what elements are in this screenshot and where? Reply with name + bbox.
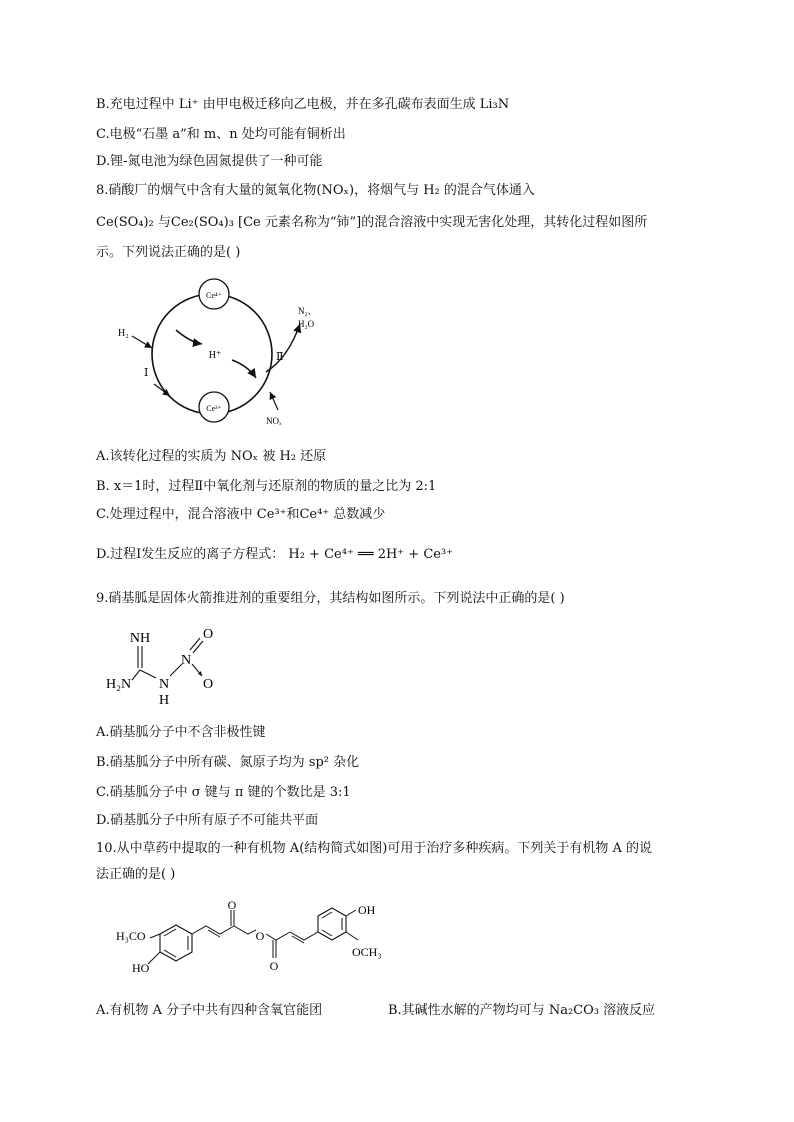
q7-option-d: D.锂-氮电池为绿色固氮提供了一种可能 <box>96 154 323 169</box>
methoxy-right: OCH₃ <box>352 945 382 959</box>
q8-stem-line2: Ce(SO₄)₂ 与Ce₂(SO₄)₃ [Ce 元素名称为“铈”]的混合溶液中实现无害化处理，其转化过程如图所 <box>96 215 648 230</box>
q10-option-b: B.其碱性水解的产物均可与 Na₂CO₃ 溶液反应 <box>388 1003 656 1018</box>
q8-option-a: A.该转化过程的实质为 NOₓ 被 H₂ 还原 <box>96 449 327 464</box>
nh-h: H <box>158 693 170 708</box>
product-line1: N₂、 <box>298 306 317 316</box>
product-line2: H₂O <box>298 319 315 329</box>
q9-option-c: C.硝基胍分子中 σ 键与 π 键的个数比是 3:1 <box>96 785 351 800</box>
q9-option-d: D.硝基胍分子中所有原子不可能共平面 <box>96 813 319 828</box>
q10-stem-line1: 10.从中草药中提取的一种有机物 A(结构简式如图)可用于治疗多种疾病。下列关于有机物 A 的说 <box>96 841 652 856</box>
nitro-n: N <box>180 653 192 668</box>
q8-option-b: B. x＝1时，过程Ⅱ中氧化剂与还原剂的物质的量之比为 2:1 <box>96 479 437 494</box>
ce4-label: Ce⁴⁺ <box>206 291 222 300</box>
ester-carbonyl-o: O <box>269 959 279 973</box>
amine-h2n: H₂N <box>106 677 132 692</box>
h2-input-arrow <box>132 336 152 348</box>
q9-stem: 9.硝基胍是固体火箭推进剂的重要组分，其结构如图所示。下列说法中正确的是( ) <box>96 591 565 606</box>
ester-o: O <box>255 929 265 943</box>
ketone-o: O <box>227 900 237 912</box>
q8-stem-line3: 示。下列说法正确的是( ) <box>96 245 241 260</box>
process-1-label: Ⅰ <box>144 367 149 379</box>
imine-nh: NH <box>129 631 151 646</box>
nitroguanidine-structure <box>100 618 240 710</box>
q7-option-b: B.充电过程中 Li⁺ 由甲电极迁移向乙电极，并在多孔碳布表面生成 Li₃N <box>96 97 510 112</box>
hydroxy-left: HO <box>132 961 150 975</box>
oxygen-top: O <box>202 627 214 642</box>
q9-option-b: B.硝基胍分子中所有碳、氮原子均为 sp² 杂化 <box>96 755 360 770</box>
cycle-diagram <box>110 276 340 436</box>
oxygen-right: O <box>202 677 214 692</box>
center-h-plus: H⁺ <box>208 350 222 361</box>
hydroxy-right: OH <box>358 903 376 917</box>
q7-option-c: C.电极“石墨 a”和 m、n 处均可能有铜析出 <box>96 127 346 142</box>
methoxy-left: H₃CO <box>116 929 146 943</box>
q8-stem-line1: 8.硝酸厂的烟气中含有大量的氮氧化物(NOₓ)，将烟气与 H₂ 的混合气体通入 <box>96 183 535 198</box>
nox-label: NOₓ <box>266 416 282 426</box>
h2-input-label: H₂ <box>118 328 129 339</box>
nh-n: N <box>158 677 170 692</box>
inner-arrow-bottom <box>232 360 256 378</box>
nox-input-arrow <box>270 392 278 410</box>
q9-option-a: A.硝基胍分子中不含非极性键 <box>96 725 266 740</box>
process-2-label: Ⅱ <box>276 351 284 363</box>
q8-option-c: C.处理过程中，混合溶液中 Ce³⁺和Ce⁴⁺ 总数减少 <box>96 507 386 522</box>
inner-arrow-top <box>176 330 202 344</box>
q10-stem-line2: 法正确的是( ) <box>96 867 176 882</box>
molecule-a-structure <box>110 900 410 986</box>
q8-option-d: D.过程Ⅰ发生反应的离子方程式： H₂ + Ce⁴⁺ ══ 2H⁺ + Ce³⁺ <box>96 547 454 562</box>
ce3-label: Ce³⁺ <box>206 404 222 413</box>
q10-option-a: A.有机物 A 分子中共有四种含氧官能团 <box>96 1003 323 1018</box>
